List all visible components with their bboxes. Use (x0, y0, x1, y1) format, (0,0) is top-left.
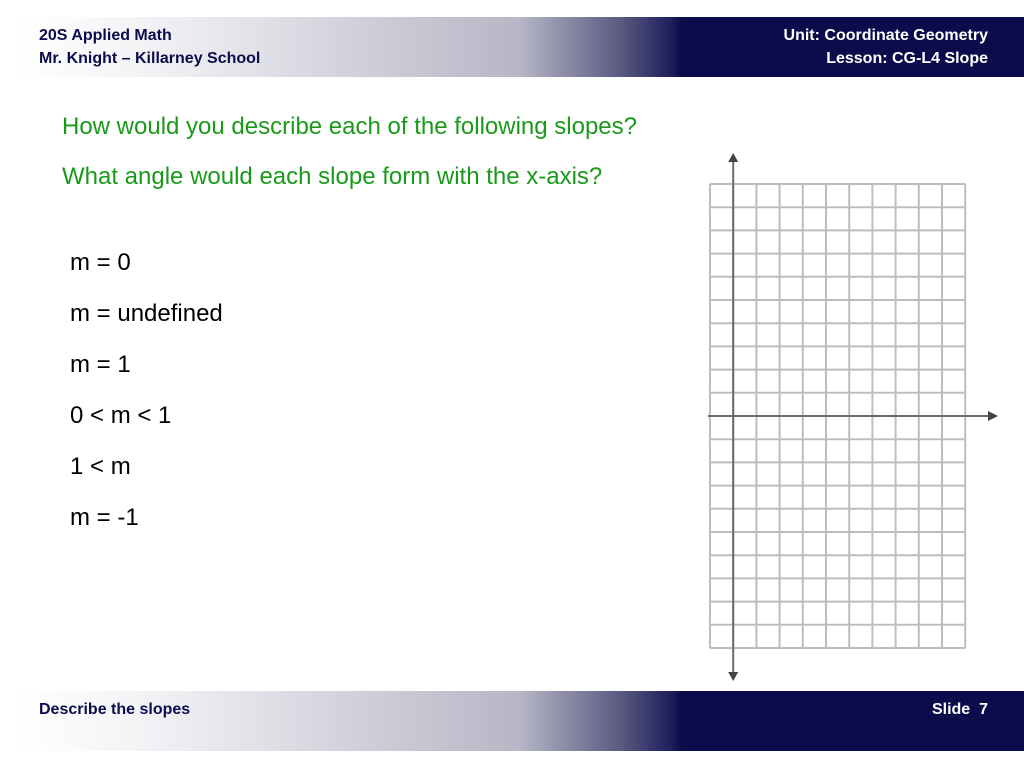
unit-title: Unit: Coordinate Geometry (783, 27, 988, 44)
slope-item: m = undefined (70, 300, 223, 327)
slide-label: Slide (931, 701, 971, 718)
slope-item: m = 1 (70, 351, 131, 378)
y-axis-arrow-up (728, 153, 738, 162)
lesson-info (784, 24, 988, 70)
coordinate-grid (700, 150, 1005, 690)
course-info (39, 24, 260, 70)
y-axis-arrow-down (728, 672, 738, 681)
slope-item: 0 < m < 1 (70, 402, 172, 429)
header-banner (15, 17, 1024, 77)
slope-item: 1 < m (70, 453, 131, 480)
slope-list (70, 249, 223, 555)
slope-item: m = 0 (70, 249, 131, 276)
lesson-title: Lesson: CG-L4 Slope (826, 50, 988, 67)
slide-number-value: 7 (979, 701, 988, 718)
x-axis-arrow-right (988, 411, 998, 421)
slide-number (932, 698, 988, 721)
teacher-name: Mr. Knight – Killarney School (39, 50, 261, 67)
footer-banner (15, 691, 1024, 751)
question-describe: How would you describe each of the following slopes? (62, 113, 638, 140)
coordinate-grid-graphic (700, 150, 1005, 685)
slide-title: Describe the slopes (39, 701, 191, 718)
slope-item: m = -1 (70, 504, 139, 531)
course-title: 20S Applied Math (39, 27, 172, 44)
question-angle: What angle would each slope form with the x-axis? (62, 163, 603, 190)
